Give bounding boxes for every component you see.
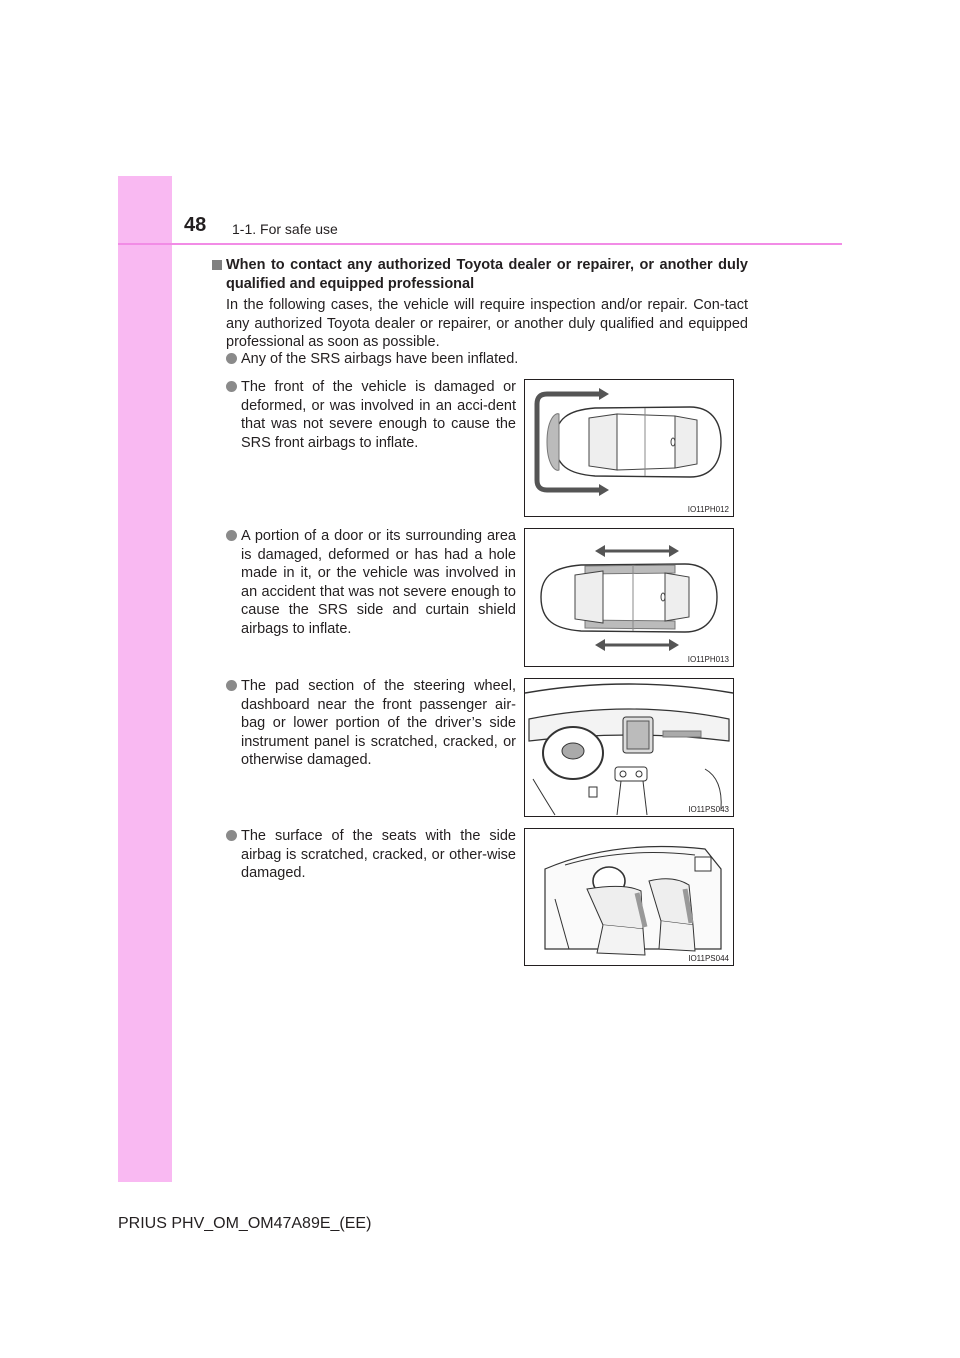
bullet-text: Any of the SRS airbags have been inflated. bbox=[241, 351, 519, 367]
heading-text: When to contact any authorized Toyota dealer or repairer, or another duly qualified and equipped professional bbox=[226, 257, 748, 292]
bullet-item bbox=[226, 350, 756, 369]
seat-interior-illustration bbox=[525, 829, 733, 965]
car-top-view-side-illustration bbox=[525, 529, 733, 666]
figure-id: IO11PH012 bbox=[687, 505, 729, 514]
bullet-item bbox=[226, 677, 516, 770]
dashboard-illustration bbox=[525, 679, 733, 816]
figure-front-damage bbox=[524, 379, 734, 517]
figure-seats bbox=[524, 828, 734, 966]
page-footer: PRIUS PHV_OM_OM47A89E_(EE) bbox=[118, 1215, 372, 1232]
bullet-dot-icon bbox=[226, 353, 237, 364]
header-rule bbox=[118, 243, 842, 245]
intro-paragraph: In the following cases, the vehicle will require inspection and/or repair. Con-tact any authorized Toyota dealer or repairer, or another duly qualified and equipped professional as soon as possible. bbox=[226, 297, 748, 350]
figure-id: IO11PS043 bbox=[688, 805, 729, 814]
bullet-text: The pad section of the steering wheel, dashboard near the front passenger air-bag or lower portion of the driver’s side instrument panel is scratched, cracked, or otherwise damaged. bbox=[241, 678, 516, 768]
figure-dashboard bbox=[524, 678, 734, 817]
bullet-text: A portion of a door or its surrounding area is damaged, deformed or has had a hole made in it, or the vehicle was involved in an accident that was not severe enough to cause the SRS side and curtain shield airbags to inflate. bbox=[241, 528, 516, 637]
heading-square-icon bbox=[212, 260, 222, 270]
figure-side-damage bbox=[524, 528, 734, 667]
page-number: 48 bbox=[184, 214, 207, 236]
heading bbox=[212, 256, 748, 294]
bullet-dot-icon bbox=[226, 381, 237, 392]
figure-id: IO11PS044 bbox=[688, 954, 729, 963]
bullet-text: The front of the vehicle is damaged or deformed, or was involved in an acci-dent that was not severe enough to cause the SRS front airbags to inflate. bbox=[241, 379, 516, 451]
side-color-band bbox=[118, 176, 172, 1182]
bullet-text: The surface of the seats with the side airbag is scratched, cracked, or other-wise damaged. bbox=[241, 828, 516, 881]
bullet-dot-icon bbox=[226, 680, 237, 691]
bullet-item bbox=[226, 827, 516, 883]
figure-id: IO11PH013 bbox=[687, 655, 729, 664]
bullet-item bbox=[226, 527, 516, 638]
bullet-dot-icon bbox=[226, 830, 237, 841]
section-title: 1-1. For safe use bbox=[232, 221, 338, 237]
car-top-view-front-illustration bbox=[525, 380, 733, 516]
bullet-dot-icon bbox=[226, 530, 237, 541]
bullet-item bbox=[226, 378, 516, 452]
